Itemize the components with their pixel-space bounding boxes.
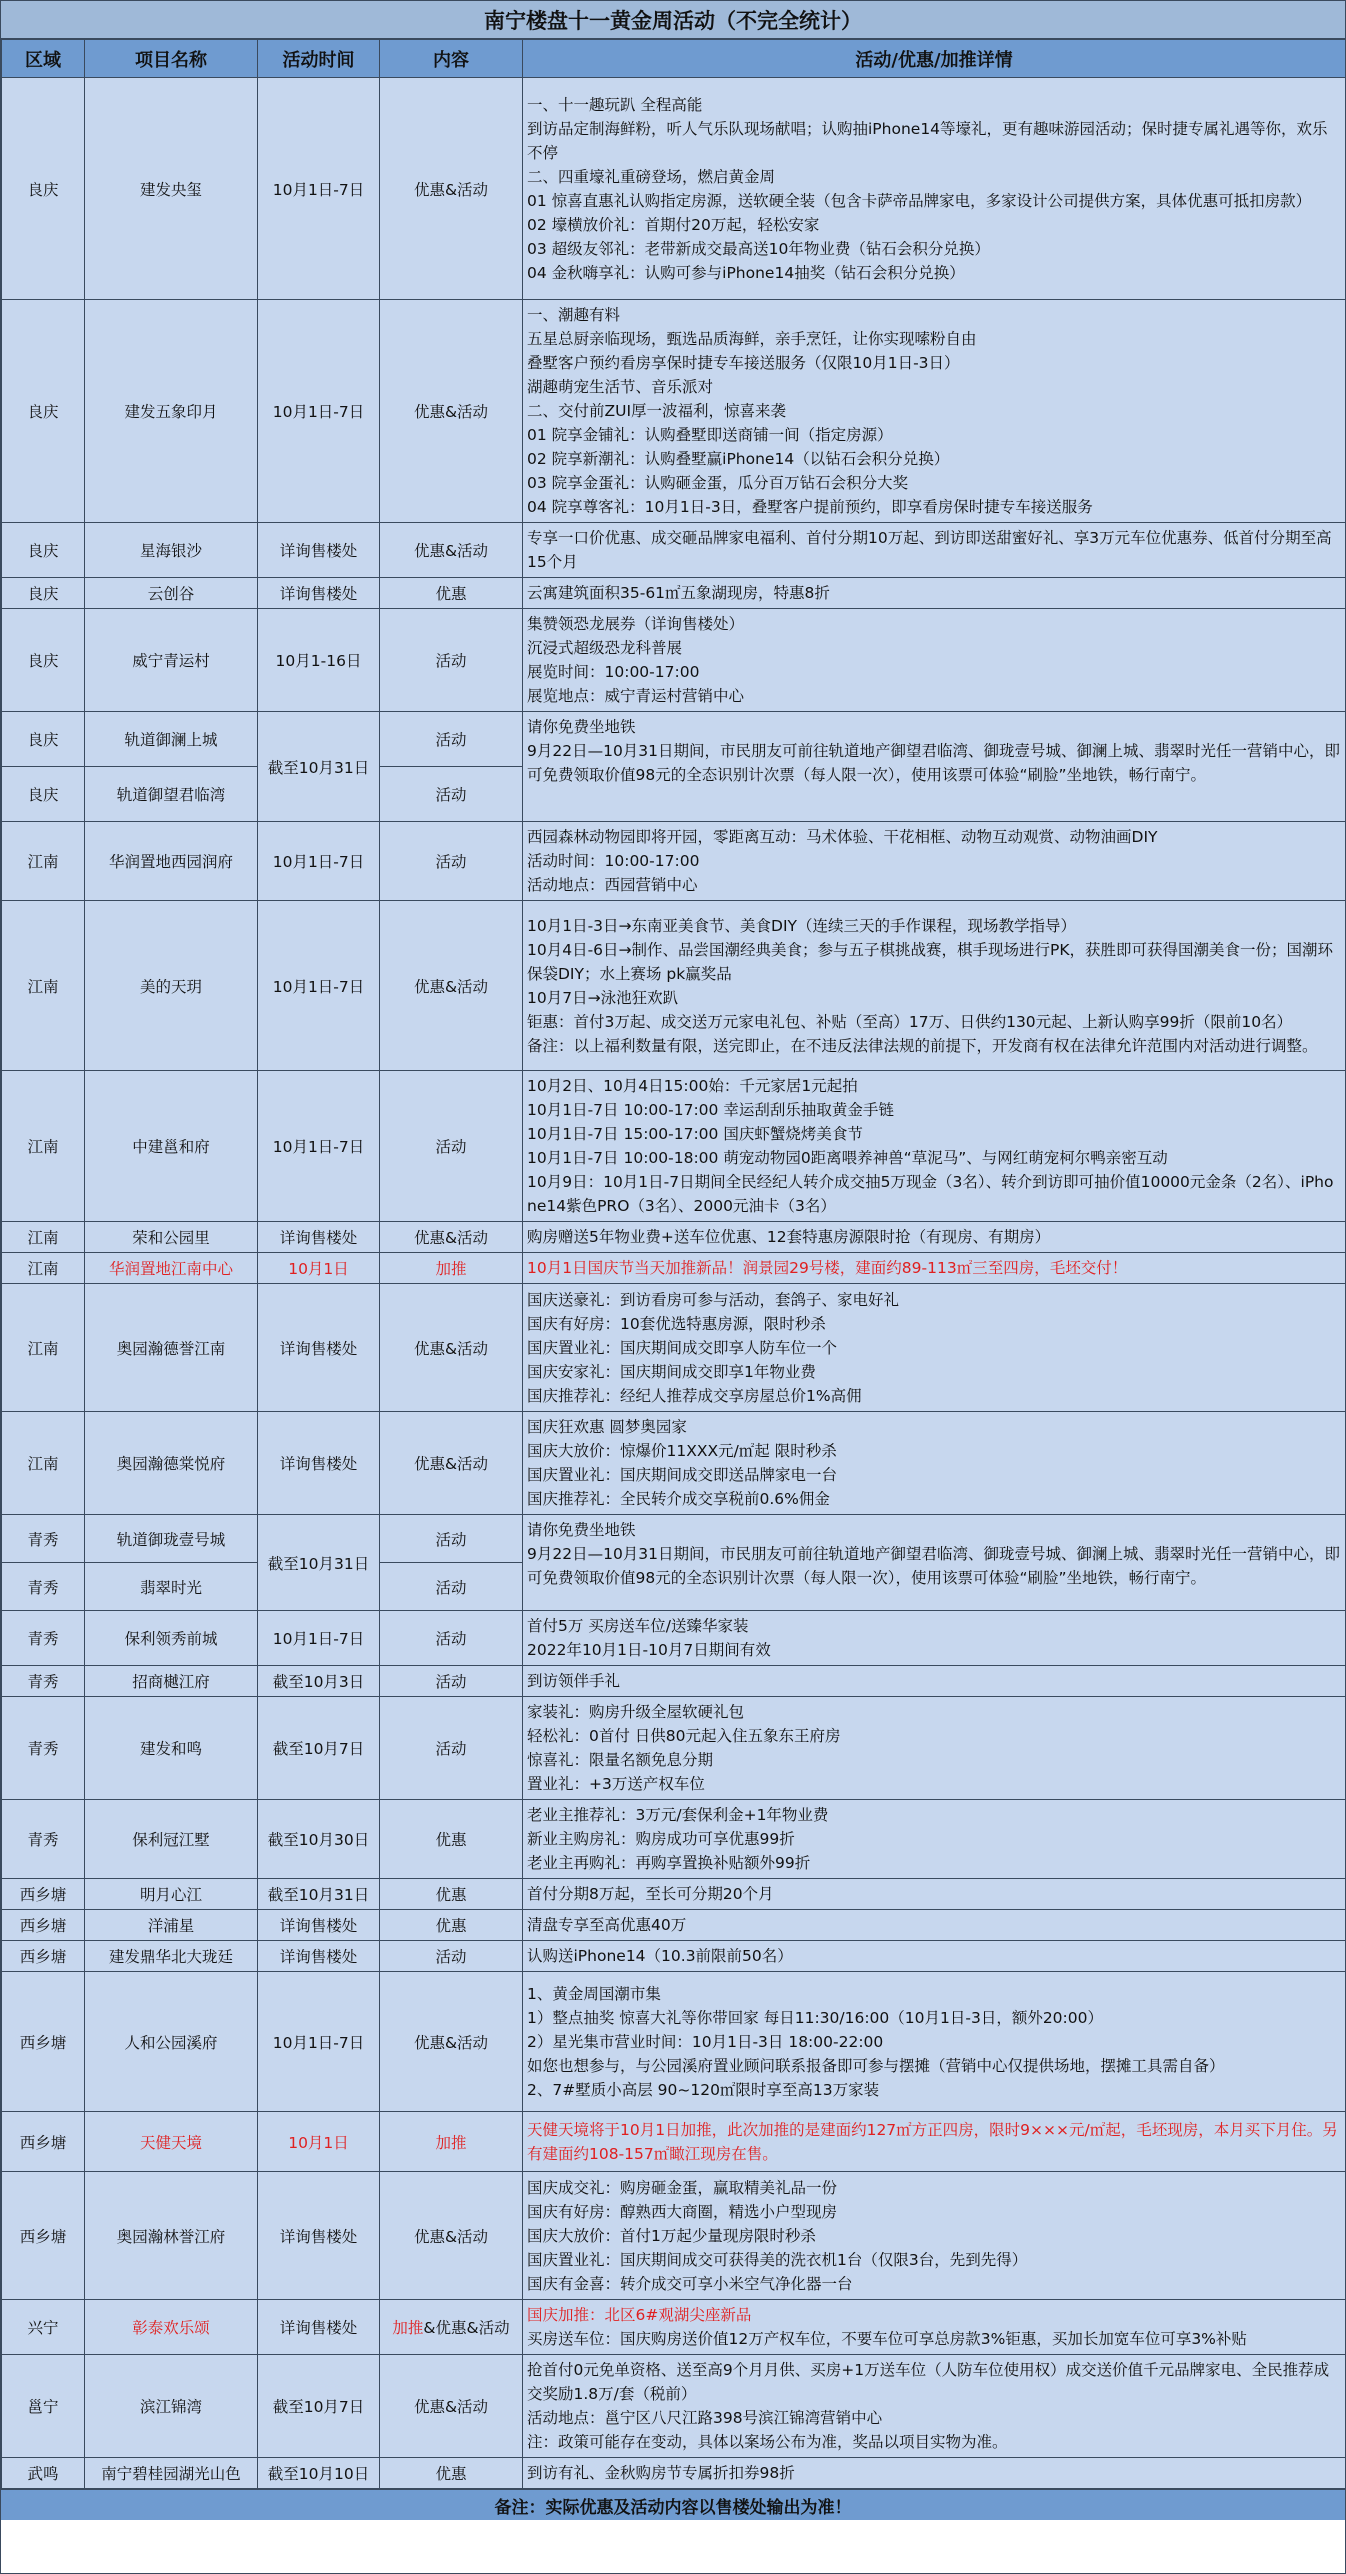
rail-details-cell bbox=[523, 712, 1346, 822]
details-cell bbox=[523, 2355, 1346, 2458]
region-cell: 西乡塘 bbox=[2, 1910, 85, 1941]
type-cell: 加推 bbox=[380, 1253, 523, 1284]
table-row bbox=[2, 1972, 1346, 2112]
project-name-cell: 威宁青运村 bbox=[85, 609, 258, 712]
type-cell: 优惠&活动 bbox=[380, 78, 523, 300]
type-cell: 活动 bbox=[380, 1563, 523, 1611]
region-cell: 武鸣 bbox=[2, 2458, 85, 2489]
table-row bbox=[2, 578, 1346, 609]
detail-line: 新业主购房礼：购房成功可享优惠99折 bbox=[527, 1830, 795, 1848]
project-name-cell: 保利领秀前城 bbox=[85, 1611, 258, 1666]
detail-line: 备注：以上福利数量有限，送完即止，在不违反法律法规的前提下，开发商有权在法律允许范围内对活动进行调整。 bbox=[527, 1036, 1318, 1055]
project-name-cell: 美的天玥 bbox=[85, 901, 258, 1071]
project-name-cell: 洋浦星 bbox=[85, 1910, 258, 1941]
type-cell: 活动 bbox=[380, 1515, 523, 1563]
project-name-cell: 南宁碧桂园湖光山色 bbox=[85, 2458, 258, 2489]
detail-line: 1）整点抽奖 惊喜大礼等你带回家 每日11:30/16:00（10月1日-3日，额外20:00） bbox=[527, 2008, 1103, 2027]
detail-line: 到访领伴手礼 bbox=[527, 1672, 621, 1690]
region-cell: 江南 bbox=[2, 1253, 85, 1284]
type-cell: 活动 bbox=[380, 822, 523, 901]
type-cell: 优惠&活动 bbox=[380, 1972, 523, 2112]
table-body bbox=[2, 78, 1346, 2489]
detail-line: 10月7日→泳池狂欢趴 bbox=[527, 988, 679, 1007]
detail-line: 10月1日-7日 15:00-17:00 国庆虾蟹烧烤美食节 bbox=[527, 1125, 863, 1143]
table-row bbox=[2, 1879, 1346, 1910]
detail-line: 2）星光集市营业时间：10月1日-3日 18:00-22:00 bbox=[527, 2032, 884, 2051]
region-cell: 江南 bbox=[2, 822, 85, 901]
detail-line: 沉浸式超级恐龙科普展 bbox=[527, 639, 683, 657]
table-row bbox=[2, 1941, 1346, 1972]
region-cell: 邕宁 bbox=[2, 2355, 85, 2458]
detail-line: 国庆大放价：首付1万起少量现房限时秒杀 bbox=[527, 2226, 816, 2245]
time-cell: 10月1日-7日 bbox=[258, 300, 380, 523]
detail-line: 置业礼：+3万送产权车位 bbox=[527, 1775, 705, 1793]
region-cell: 良庆 bbox=[2, 609, 85, 712]
detail-line: 国庆送豪礼：到访看房可参与活动，套鸽子、家电好礼 bbox=[527, 1290, 900, 1309]
table-row bbox=[2, 1515, 1346, 1563]
type-cell: 优惠 bbox=[380, 2458, 523, 2489]
type-cell: 优惠&活动 bbox=[380, 1222, 523, 1253]
detail-line: 二、四重壕礼重磅登场，燃启黄金周 bbox=[527, 167, 776, 186]
table-row bbox=[2, 1800, 1346, 1879]
detail-line: 10月9日：10月1日-7日期间全民经纪人转介成交抽5万现金（3名）、转介到访即可抽价值10000元金条（2名）、iPhone14紫色PRO（3名）、2000元油卡（3名） bbox=[527, 1173, 1334, 1215]
region-cell: 兴宁 bbox=[2, 2300, 85, 2355]
type-cell: 优惠&活动 bbox=[380, 901, 523, 1071]
detail-line: 专享一口价优惠、成交砸品牌家电福利、首付分期10万起、到访即送甜蜜好礼、享3万元车位优惠券、低首付分期至高15个月 bbox=[527, 529, 1332, 571]
table-row bbox=[2, 1611, 1346, 1666]
region-cell: 西乡塘 bbox=[2, 1879, 85, 1910]
details-cell bbox=[523, 1800, 1346, 1879]
header-region: 区域 bbox=[2, 40, 85, 78]
type-cell: 优惠 bbox=[380, 1910, 523, 1941]
sheet-title: 南宁楼盘十一黄金周活动（不完全统计） bbox=[1, 1, 1345, 39]
detail-line: 2、7#墅质小高层 90~120㎡限时享至高13万家装 bbox=[527, 2080, 880, 2099]
detail-line: 活动时间：10:00-17:00 bbox=[527, 852, 700, 870]
detail-line: 云寓建筑面积35-61㎡五象湖现房，特惠8折 bbox=[527, 584, 830, 602]
table-row bbox=[2, 712, 1346, 767]
type-cell: 优惠 bbox=[380, 1879, 523, 1910]
region-cell: 青秀 bbox=[2, 1666, 85, 1697]
details-cell bbox=[523, 2172, 1346, 2300]
detail-line: 抢首付0元免单资格、送至高9个月月供、买房+1万送车位（人防车位使用权）成交送价值千元品牌家电、全民推荐成交奖励1.8万/套（税前） bbox=[527, 2361, 1330, 2403]
detail-line: 首付分期8万起，至长可分期20个月 bbox=[527, 1885, 774, 1903]
table-row bbox=[2, 1412, 1346, 1515]
detail-line: 请你免费坐地铁 bbox=[527, 1521, 636, 1539]
detail-line-highlight: 国庆加推：北区6#观湖尖座新品 bbox=[527, 2306, 752, 2324]
detail-line: 惊喜礼：限量名额免息分期 bbox=[527, 1751, 714, 1769]
detail-line: 国庆有好房：10套优选特惠房源，限时秒杀 bbox=[527, 1314, 826, 1333]
project-name-cell: 明月心江 bbox=[85, 1879, 258, 1910]
type-cell: 活动 bbox=[380, 712, 523, 767]
project-name-cell: 招商樾江府 bbox=[85, 1666, 258, 1697]
details-cell bbox=[523, 1697, 1346, 1800]
details-cell bbox=[523, 2458, 1346, 2489]
project-name-cell: 建发央玺 bbox=[85, 78, 258, 300]
type-cell: 活动 bbox=[380, 1697, 523, 1800]
project-name-cell: 中建邕和府 bbox=[85, 1071, 258, 1222]
table-row bbox=[2, 822, 1346, 901]
type-cell: 活动 bbox=[380, 1666, 523, 1697]
type-cell: 优惠&活动 bbox=[380, 523, 523, 578]
detail-line: 01 惊喜直惠礼认购指定房源，送软硬全装（包含卡萨帝品牌家电，多家设计公司提供方案，具体优惠可抵扣房款） bbox=[527, 191, 1312, 210]
detail-line: 国庆置业礼：国庆期间成交即送品牌家电一台 bbox=[527, 1466, 838, 1484]
region-cell: 良庆 bbox=[2, 578, 85, 609]
region-cell: 良庆 bbox=[2, 78, 85, 300]
table-row bbox=[2, 1222, 1346, 1253]
detail-line: 国庆安家礼：国庆期间成交即享1年物业费 bbox=[527, 1362, 816, 1381]
detail-line: 钜惠：首付3万起、成交送万元家电礼包、补贴（至高）17万、日供约130元起、上新认购享99折（限前10名） bbox=[527, 1012, 1293, 1031]
region-cell: 西乡塘 bbox=[2, 1972, 85, 2112]
time-cell: 详询售楼处 bbox=[258, 1910, 380, 1941]
detail-line: 04 金秋嗨享礼：认购可参与iPhone14抽奖（钻石会积分兑换） bbox=[527, 263, 965, 282]
project-name-cell: 彰泰欢乐颂 bbox=[85, 2300, 258, 2355]
project-name-cell: 建发五象印月 bbox=[85, 300, 258, 523]
header-type: 内容 bbox=[380, 40, 523, 78]
detail-line: 老业主再购礼：再购享置换补贴额外99折 bbox=[527, 1854, 811, 1872]
details-cell bbox=[523, 822, 1346, 901]
table-row bbox=[2, 523, 1346, 578]
detail-line: 03 超级友邻礼：老带新成交最高送10年物业费（钻石会积分兑换） bbox=[527, 239, 990, 258]
type-cell: 活动 bbox=[380, 1071, 523, 1222]
rail-details-cell bbox=[523, 1515, 1346, 1611]
project-name-cell: 奥园瀚德棠悦府 bbox=[85, 1412, 258, 1515]
detail-line: 活动地点：西园营销中心 bbox=[527, 876, 698, 894]
details-cell bbox=[523, 1412, 1346, 1515]
detail-line: 国庆置业礼：国庆期间成交即享人防车位一个 bbox=[527, 1338, 838, 1357]
table-row bbox=[2, 2458, 1346, 2489]
time-cell: 详询售楼处 bbox=[258, 2300, 380, 2355]
table-header-row bbox=[2, 40, 1346, 78]
detail-line: 一、潮趣有料 bbox=[527, 306, 621, 324]
type-cell: 活动 bbox=[380, 609, 523, 712]
time-cell: 10月1日-7日 bbox=[258, 1611, 380, 1666]
project-name-cell: 云创谷 bbox=[85, 578, 258, 609]
details-cell bbox=[523, 609, 1346, 712]
type-rest: &优惠&活动 bbox=[423, 2319, 510, 2337]
region-cell: 良庆 bbox=[2, 767, 85, 822]
project-name-cell: 荣和公园里 bbox=[85, 1222, 258, 1253]
table-row bbox=[2, 1666, 1346, 1697]
table-row bbox=[2, 901, 1346, 1071]
time-cell: 截至10月31日 bbox=[258, 712, 380, 822]
time-cell: 截至10月7日 bbox=[258, 2355, 380, 2458]
region-cell: 西乡塘 bbox=[2, 2112, 85, 2172]
time-cell: 截至10月31日 bbox=[258, 1879, 380, 1910]
details-cell bbox=[523, 2112, 1346, 2172]
time-cell: 详询售楼处 bbox=[258, 578, 380, 609]
region-cell: 良庆 bbox=[2, 523, 85, 578]
detail-line: 国庆推荐礼：全民转介成交享税前0.6%佣金 bbox=[527, 1490, 830, 1508]
table-row bbox=[2, 1697, 1346, 1800]
table-row bbox=[2, 609, 1346, 712]
time-cell: 截至10月30日 bbox=[258, 1800, 380, 1879]
detail-line: 注：政策可能存在变动，具体以案场公布为准，奖品以项目实物为准。 bbox=[527, 2433, 1008, 2451]
table-row bbox=[2, 2300, 1346, 2355]
detail-line: 10月1日国庆节当天加推新品！润景园29号楼，建面约89-113㎡三至四房，毛坯交付！ bbox=[527, 1259, 1128, 1277]
detail-line: 叠墅客户预约看房享保时捷专车接送服务（仅限10月1日-3日） bbox=[527, 354, 960, 372]
detail-line: 03 院享金蛋礼：认购砸金蛋，瓜分百万钻石会积分大奖 bbox=[527, 474, 909, 492]
detail-line: 10月1日-3日→东南亚美食节、美食DIY（连续三天的手作课程，现场教学指导） bbox=[527, 916, 1077, 935]
time-cell: 截至10月3日 bbox=[258, 1666, 380, 1697]
detail-line: 02 院享新潮礼：认购叠墅赢iPhone14（以钻石会积分兑换） bbox=[527, 450, 950, 468]
detail-line: 请你免费坐地铁 bbox=[527, 718, 636, 736]
detail-line: 到访品定制海鲜粉，听人气乐队现场献唱；认购抽iPhone14等壕礼，更有趣味游园活动；保时捷专属礼遇等你，欢乐不停 bbox=[527, 119, 1328, 162]
type-cell bbox=[380, 2300, 523, 2355]
detail-line: 9月22日—10月31日期间，市民朋友可前往轨道地产御望君临湾、御珑壹号城、御澜上城、翡翠时光任一营销中心，即可免费领取价值98元的全态识别计次票（每人限一次），使用该票可体验“刷脸”坐地铁，畅行南宁。 bbox=[527, 742, 1341, 784]
detail-line: 天健天境将于10月1日加推，此次加推的是建面约127㎡方正四房，限时9×××元/㎡起，毛坯现房，本月买下月住。另有建面约108-157㎡瞰江现房在售。 bbox=[527, 2120, 1338, 2163]
time-cell: 详询售楼处 bbox=[258, 1284, 380, 1412]
details-cell bbox=[523, 2300, 1346, 2355]
detail-line: 西园森林动物园即将开园，零距离互动：马术体验、干花相框、动物互动观赏、动物油画DIY bbox=[527, 828, 1158, 846]
time-cell: 截至10月31日 bbox=[258, 1515, 380, 1611]
detail-line: 国庆成交礼：购房砸金蛋，赢取精美礼品一份 bbox=[527, 2178, 838, 2197]
detail-line: 9月22日—10月31日期间，市民朋友可前往轨道地产御望君临湾、御珑壹号城、御澜上城、翡翠时光任一营销中心，即可免费领取价值98元的全态识别计次票（每人限一次），使用该票可体验“刷脸”坐地铁，畅行南宁。 bbox=[527, 1545, 1341, 1587]
details-cell bbox=[523, 1071, 1346, 1222]
type-cell: 活动 bbox=[380, 767, 523, 822]
detail-line: 认购送iPhone14（10.3前限前50名） bbox=[527, 1947, 793, 1965]
time-cell: 详询售楼处 bbox=[258, 1941, 380, 1972]
time-cell: 10月1日-7日 bbox=[258, 1972, 380, 2112]
time-cell: 截至10月10日 bbox=[258, 2458, 380, 2489]
promo-table bbox=[1, 39, 1346, 2489]
detail-line: 家装礼：购房升级全屋软硬礼包 bbox=[527, 1703, 745, 1721]
region-cell: 良庆 bbox=[2, 712, 85, 767]
region-cell: 青秀 bbox=[2, 1563, 85, 1611]
type-cell: 优惠&活动 bbox=[380, 300, 523, 523]
table-row bbox=[2, 300, 1346, 523]
region-cell: 良庆 bbox=[2, 300, 85, 523]
detail-line: 国庆狂欢惠 圆梦奥园家 bbox=[527, 1418, 687, 1436]
detail-line: 五星总厨亲临现场，甄选品质海鲜，亲手烹饪，让你实现嗦粉自由 bbox=[527, 330, 977, 348]
detail-line: 购房赠送5年物业费+送车位优惠、12套特惠房源限时抢（有现房、有期房） bbox=[527, 1228, 1051, 1246]
detail-line: 清盘专享至高优惠40万 bbox=[527, 1916, 687, 1934]
time-cell: 10月1日-7日 bbox=[258, 901, 380, 1071]
project-name-cell: 天健天境 bbox=[85, 2112, 258, 2172]
detail-line: 国庆置业礼：国庆期间成交可获得美的洗衣机1台（仅限3台，先到先得） bbox=[527, 2250, 1028, 2269]
detail-line: 到访有礼、金秋购房节专属折扣券98折 bbox=[527, 2464, 795, 2482]
type-cell: 活动 bbox=[380, 1941, 523, 1972]
header-details: 活动/优惠/加推详情 bbox=[523, 40, 1346, 78]
time-cell: 详询售楼处 bbox=[258, 1412, 380, 1515]
detail-line: 活动地点：邕宁区八尺江路398号滨江锦湾营销中心 bbox=[527, 2409, 883, 2427]
details-cell bbox=[523, 523, 1346, 578]
project-name-cell: 华润置地西园润府 bbox=[85, 822, 258, 901]
table-row bbox=[2, 1910, 1346, 1941]
region-cell: 江南 bbox=[2, 1284, 85, 1412]
time-cell: 10月1日-7日 bbox=[258, 78, 380, 300]
time-cell: 10月1日 bbox=[258, 1253, 380, 1284]
detail-line: 国庆有金喜：转介成交可享小米空气净化器一台 bbox=[527, 2274, 853, 2293]
region-cell: 西乡塘 bbox=[2, 2172, 85, 2300]
type-cell: 活动 bbox=[380, 1611, 523, 1666]
project-name-cell: 人和公园溪府 bbox=[85, 1972, 258, 2112]
project-name-cell: 奥园瀚林誉江府 bbox=[85, 2172, 258, 2300]
detail-line: 买房送车位：国庆购房送价值12万产权车位，不要车位可享总房款3%钜惠，买加长加宽车位可享3%补贴 bbox=[527, 2330, 1247, 2348]
time-cell: 详询售楼处 bbox=[258, 1222, 380, 1253]
detail-line: 10月2日、10月4日15:00始：千元家居1元起拍 bbox=[527, 1077, 858, 1095]
time-cell: 详询售楼处 bbox=[258, 523, 380, 578]
region-cell: 江南 bbox=[2, 901, 85, 1071]
details-cell bbox=[523, 901, 1346, 1071]
details-cell bbox=[523, 1941, 1346, 1972]
detail-line: 轻松礼：0首付 日供80元起入住五象东王府房 bbox=[527, 1727, 841, 1745]
project-name-cell: 轨道御澜上城 bbox=[85, 712, 258, 767]
details-cell bbox=[523, 1284, 1346, 1412]
time-cell: 截至10月7日 bbox=[258, 1697, 380, 1800]
region-cell: 西乡塘 bbox=[2, 1941, 85, 1972]
type-cell: 优惠 bbox=[380, 1800, 523, 1879]
detail-line: 10月1日-7日 10:00-18:00 萌宠动物园0距离喂养神兽“草泥马”、与网红萌宠柯尔鸭亲密互动 bbox=[527, 1149, 1168, 1167]
time-cell: 10月1日 bbox=[258, 2112, 380, 2172]
detail-line: 集赞领恐龙展券（详询售楼处） bbox=[527, 615, 745, 633]
time-cell: 10月1-16日 bbox=[258, 609, 380, 712]
table-row bbox=[2, 1284, 1346, 1412]
region-cell: 江南 bbox=[2, 1071, 85, 1222]
header-project: 项目名称 bbox=[85, 40, 258, 78]
project-name-cell: 滨江锦湾 bbox=[85, 2355, 258, 2458]
detail-line: 04 院享尊客礼：10月1日-3日，叠墅客户提前预约，即享看房保时捷专车接送服务 bbox=[527, 498, 1093, 516]
region-cell: 青秀 bbox=[2, 1697, 85, 1800]
project-name-cell: 轨道御珑壹号城 bbox=[85, 1515, 258, 1563]
details-cell bbox=[523, 578, 1346, 609]
detail-line: 2022年10月1日-10月7日期间有效 bbox=[527, 1641, 771, 1659]
footer-note: 备注：实际优惠及活动内容以售楼处输出为准！ bbox=[1, 2489, 1345, 2520]
header-time: 活动时间 bbox=[258, 40, 380, 78]
details-cell bbox=[523, 1972, 1346, 2112]
type-cell: 优惠&活动 bbox=[380, 2355, 523, 2458]
time-cell: 10月1日-7日 bbox=[258, 822, 380, 901]
detail-line: 展览时间：10:00-17:00 bbox=[527, 663, 700, 681]
detail-line: 国庆大放价：惊爆价11XXX元/㎡起 限时秒杀 bbox=[527, 1442, 837, 1460]
detail-line: 老业主推荐礼：3万元/套保利金+1年物业费 bbox=[527, 1806, 829, 1824]
detail-line: 国庆推荐礼：经纪人推荐成交享房屋总价1%高佣 bbox=[527, 1386, 862, 1405]
region-cell: 青秀 bbox=[2, 1611, 85, 1666]
time-cell: 详询售楼处 bbox=[258, 2172, 380, 2300]
region-cell: 青秀 bbox=[2, 1515, 85, 1563]
detail-line: 02 壕横放价礼：首期付20万起，轻松安家 bbox=[527, 215, 820, 234]
region-cell: 江南 bbox=[2, 1222, 85, 1253]
detail-line: 如您也想参与，与公园溪府置业顾问联系报备即可参与摆摊（营销中心仅提供场地，摆摊工具需自备） bbox=[527, 2056, 1225, 2075]
detail-line: 国庆有好房：醇熟西大商圈，精选小户型现房 bbox=[527, 2202, 838, 2221]
details-cell bbox=[523, 1222, 1346, 1253]
project-name-cell: 建发鼎华北大珑廷 bbox=[85, 1941, 258, 1972]
table-row bbox=[2, 2355, 1346, 2458]
type-cell: 加推 bbox=[380, 2112, 523, 2172]
table-row bbox=[2, 78, 1346, 300]
details-cell bbox=[523, 300, 1346, 523]
detail-line: 首付5万 买房送车位/送臻华家装 bbox=[527, 1617, 749, 1635]
detail-line: 一、十一趣玩趴 全程高能 bbox=[527, 95, 703, 114]
time-cell: 10月1日-7日 bbox=[258, 1071, 380, 1222]
table-row bbox=[2, 2112, 1346, 2172]
region-cell: 青秀 bbox=[2, 1800, 85, 1879]
detail-line: 10月1日-7日 10:00-17:00 幸运刮刮乐抽取黄金手链 bbox=[527, 1101, 894, 1119]
detail-line: 1、黄金周国潮市集 bbox=[527, 1984, 661, 2003]
details-cell bbox=[523, 1666, 1346, 1697]
detail-line: 二、交付前ZUI厚一波福利，惊喜来袭 bbox=[527, 402, 787, 420]
table-row bbox=[2, 2172, 1346, 2300]
type-cell: 优惠 bbox=[380, 578, 523, 609]
project-name-cell: 轨道御望君临湾 bbox=[85, 767, 258, 822]
type-cell: 优惠&活动 bbox=[380, 1412, 523, 1515]
project-name-cell: 华润置地江南中心 bbox=[85, 1253, 258, 1284]
project-name-cell: 星海银沙 bbox=[85, 523, 258, 578]
details-cell bbox=[523, 1253, 1346, 1284]
detail-line: 01 院享金铺礼：认购叠墅即送商铺一间（指定房源） bbox=[527, 426, 893, 444]
table-row bbox=[2, 1253, 1346, 1284]
details-cell bbox=[523, 1611, 1346, 1666]
detail-line: 展览地点：威宁青运村营销中心 bbox=[527, 687, 745, 705]
detail-line: 10月4日-6日→制作、品尝国潮经典美食；参与五子棋挑战赛，棋手现场进行PK，获胜即可获得国潮美食一份；国潮环保袋DIY；水上赛场 pk赢奖品 bbox=[527, 940, 1334, 983]
region-cell: 江南 bbox=[2, 1412, 85, 1515]
type-cell: 优惠&活动 bbox=[380, 1284, 523, 1412]
details-cell bbox=[523, 78, 1346, 300]
type-cell: 优惠&活动 bbox=[380, 2172, 523, 2300]
project-name-cell: 奥园瀚德誉江南 bbox=[85, 1284, 258, 1412]
project-name-cell: 建发和鸣 bbox=[85, 1697, 258, 1800]
project-name-cell: 翡翠时光 bbox=[85, 1563, 258, 1611]
table-row bbox=[2, 1071, 1346, 1222]
project-name-cell: 保利冠江墅 bbox=[85, 1800, 258, 1879]
details-cell bbox=[523, 1879, 1346, 1910]
details-cell bbox=[523, 1910, 1346, 1941]
type-highlight: 加推 bbox=[392, 2319, 424, 2337]
detail-line: 湖趣萌宠生活节、音乐派对 bbox=[527, 378, 714, 396]
